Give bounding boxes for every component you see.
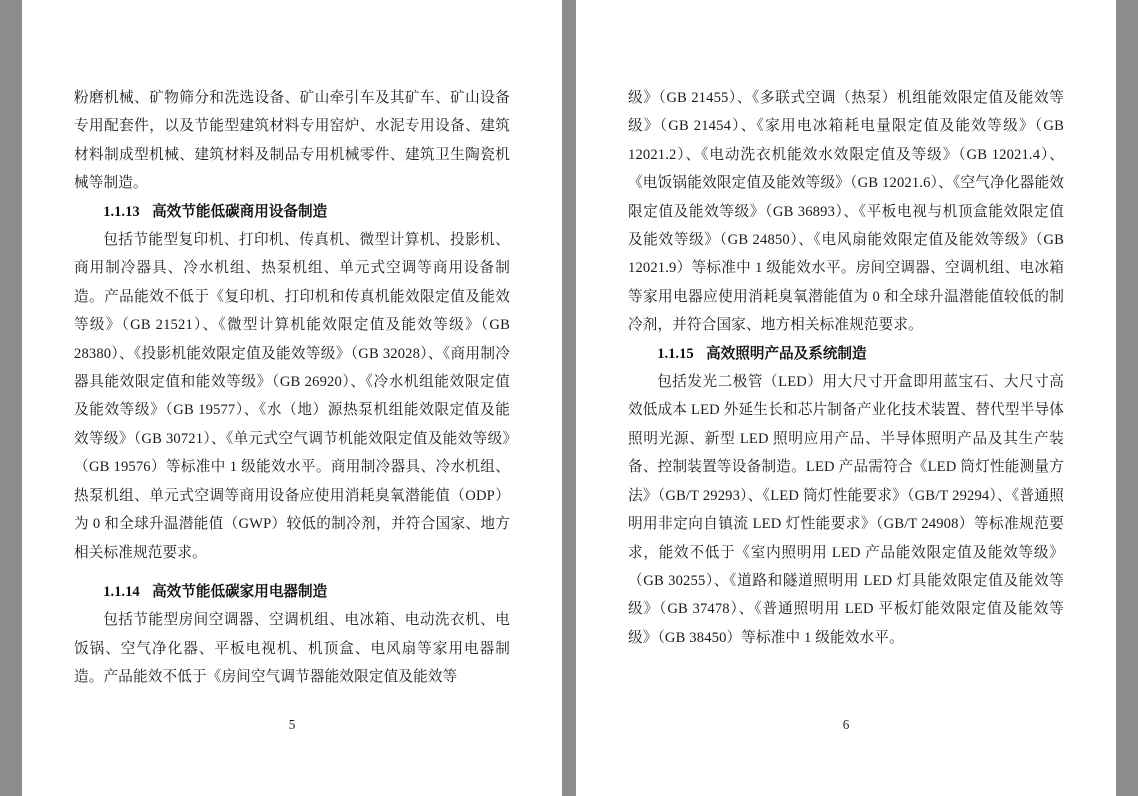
section-heading xyxy=(74,578,510,606)
section-number: 1.1.14 xyxy=(103,583,140,600)
paragraph-spacer xyxy=(74,567,510,578)
section-number: 1.1.15 xyxy=(657,345,694,362)
page-number: 6 xyxy=(842,717,850,732)
section-heading xyxy=(628,340,1064,368)
document-page-right xyxy=(576,0,1116,796)
section-number: 1.1.13 xyxy=(103,203,140,220)
page-number: 5 xyxy=(288,717,296,732)
page-right-body xyxy=(628,84,1064,710)
paragraph: 级》（GB 21455）、《多联式空调（热泵）机组能效限定值及能效等级》（GB 21454）、《家用电冰箱耗电量限定值及能效等级》（GB 12021.2）、《电动洗衣机能效水效限定值及等级》（GB 12021.4）、《电饭锅能效限定值及能效等级》（GB 12021.6）、《空气净化器能效限定值及能效等级》（GB 36893）、《平板电视与机顶盒能效限定值及能效等级》（GB 24850）、《电风扇能效限定值及能效等级》（GB 12021.9）等标准中 1 级能效水平。房间空调器、空调机组、电冰箱等家用电器应使用消耗臭氧潜能值为 0 和全球升温潜能值较低的制冷剂，并符合国家、地方相关标准规范要求。 xyxy=(628,90,1064,334)
page-left-body xyxy=(74,84,510,710)
section-title: 高效节能低碳家用电器制造 xyxy=(152,583,328,600)
section-title: 高效节能低碳商用设备制造 xyxy=(152,203,328,220)
document-page-left xyxy=(22,0,562,796)
section-title: 高效照明产品及系统制造 xyxy=(706,345,867,362)
paragraph: 包括发光二极管（LED）用大尺寸开盒即用蓝宝石、大尺寸高效低成本 LED 外延生长和芯片制备产业化技术装置、替代型半导体照明光源、新型 LED 照明应用产品、半导体照明产品及其生产装备、控制装置等设备制造。LED 产品需符合《LED 筒灯性能测量方法》（GB/T 29293）、《LED 筒灯性能要求》（GB/T 29294）、《普通照明用非定向自镇流 LED 灯性能要求》（GB/T 24908）等标准规范要求，能效不低于《室内照明用 LED 产品能效限定值及能效等级》（GB 30255）、《道路和隧道照明用 LED 灯具能效限定值及能效等级》（GB 37478）、《普通照明用 LED 平板灯能效限定值及能效等级》（GB 38450）等标准中 1 级能效水平。 xyxy=(628,374,1064,646)
section-heading xyxy=(74,198,510,226)
paragraph: 包括节能型房间空调器、空调机组、电冰箱、电动洗衣机、电饭锅、空气净化器、平板电视机、机顶盒、电风扇等家用电器制造。产品能效不低于《房间空气调节器能效限定值及能效等 xyxy=(74,612,510,686)
paragraph: 包括节能型复印机、打印机、传真机、微型计算机、投影机、商用制冷器具、冷水机组、热泵机组、单元式空调等商用设备制造。产品能效不低于《复印机、打印机和传真机能效限定值及能效等级》（GB 21521）、《微型计算机能效限定值及能效等级》（GB 28380）、《投影机能效限定值及能效等级》（GB 32028）、《商用制冷器具能效限定值和能效等级》（GB 26920）、《冷水机组能效限定值及能效等级》（GB 19577）、《水（地）源热泵机组能效限定值及能效等级》（GB 30721）、《单元式空气调节机能效限定值及能效等级》（GB 19576）等标准中 1 级能效水平。商用制冷器具、冷水机组、热泵机组、单元式空调等商用设备应使用消耗臭氧潜能值（ODP）为 0 和全球升温潜能值（GWP）较低的制冷剂，并符合国家、地方相关标准规范要求。 xyxy=(74,232,510,561)
paragraph: 粉磨机械、矿物筛分和洗选设备、矿山牵引车及其矿车、矿山设备专用配套件，以及节能型建筑材料专用窑炉、水泥专用设备、建筑材料制成型机械、建筑材料及制品专用机械零件、建筑卫生陶瓷机械等制造。 xyxy=(74,90,510,192)
